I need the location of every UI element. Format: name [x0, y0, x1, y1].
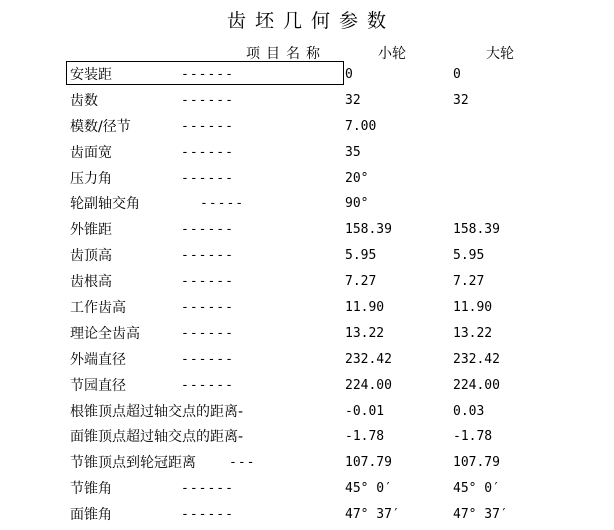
large-gear-value-cell[interactable]: 13.22 [453, 325, 493, 341]
row-dash-cell[interactable]: ------ [181, 507, 234, 523]
row-name-cell[interactable]: 面锥顶点超过轴交点的距离- [70, 429, 244, 446]
small-gear-value-cell[interactable]: -0.01 [345, 403, 385, 419]
table-row [0, 323, 614, 349]
row-name-cell[interactable]: 理论全齿高 [70, 325, 140, 342]
row-name-cell[interactable]: 齿数 [70, 92, 98, 109]
table-row [0, 478, 614, 504]
large-gear-value-cell[interactable]: 32 [453, 92, 469, 108]
small-gear-value-cell[interactable]: 5.95 [345, 248, 377, 264]
table-row [0, 116, 614, 142]
row-dash-cell[interactable]: ------ [181, 325, 234, 341]
table-row [0, 193, 614, 219]
table-row [0, 219, 614, 245]
small-gear-value-cell[interactable]: 11.90 [345, 300, 385, 316]
table-row [0, 168, 614, 194]
large-gear-value-cell[interactable]: 232.42 [453, 351, 500, 367]
small-gear-value-cell[interactable]: 107.79 [345, 455, 392, 471]
row-dash-cell[interactable]: ------ [181, 274, 234, 290]
small-gear-value-cell[interactable]: -1.78 [345, 429, 385, 445]
small-gear-value-cell[interactable]: 158.39 [345, 222, 392, 238]
row-name-cell[interactable]: 节锥角 [70, 481, 112, 498]
table-row [0, 90, 614, 116]
row-dash-cell[interactable]: --- [229, 455, 256, 471]
large-gear-value-cell[interactable]: 11.90 [453, 300, 493, 316]
row-name-cell[interactable]: 外端直径 [70, 351, 126, 368]
row-dash-cell[interactable]: ------ [181, 351, 234, 367]
small-gear-value-cell[interactable]: 232.42 [345, 351, 392, 367]
large-gear-value-cell[interactable]: 0 [453, 67, 461, 82]
table-row [0, 271, 614, 297]
table-row [0, 452, 614, 478]
small-gear-value-cell[interactable]: 45° 0′ [345, 481, 392, 497]
large-gear-value-cell[interactable]: 47° 37′ [453, 507, 508, 523]
large-gear-value-cell[interactable]: -1.78 [453, 429, 493, 445]
table-row [0, 245, 614, 271]
row-name-cell[interactable]: 模数/径节 [70, 118, 131, 135]
row-name-cell[interactable]: 安装距 [70, 67, 112, 83]
small-gear-value-cell[interactable]: 224.00 [345, 377, 392, 393]
table-row [0, 142, 614, 168]
row-dash-cell[interactable]: ------ [181, 300, 234, 316]
row-dash-cell[interactable]: ------ [181, 481, 234, 497]
small-gear-value-cell[interactable]: 7.27 [345, 274, 377, 290]
row-name-cell[interactable]: 齿面宽 [70, 144, 112, 161]
row-name-cell[interactable]: 压力角 [70, 170, 112, 187]
row-name-cell[interactable]: 根锥顶点超过轴交点的距离- [70, 403, 244, 420]
small-gear-value-cell[interactable]: 47° 37′ [345, 507, 400, 523]
row-name-cell[interactable]: 外锥距 [70, 222, 112, 239]
row-dash-cell[interactable]: ----- [200, 196, 245, 212]
small-gear-value-cell[interactable]: 90° [345, 196, 369, 212]
row-name-cell[interactable]: 面锥角 [70, 507, 112, 524]
large-gear-value-cell[interactable]: 158.39 [453, 222, 500, 238]
table-row [0, 401, 614, 427]
large-gear-value-cell[interactable]: 0.03 [453, 403, 485, 419]
table-row [0, 426, 614, 452]
row-dash-cell[interactable]: ------ [181, 170, 234, 186]
row-dash-cell[interactable]: ------ [181, 377, 234, 393]
row-dash-cell[interactable]: ------ [181, 222, 234, 238]
small-gear-value-cell[interactable]: 32 [345, 92, 361, 108]
small-gear-value-cell[interactable]: 13.22 [345, 325, 385, 341]
large-gear-value-cell[interactable]: 7.27 [453, 274, 485, 290]
small-gear-value-cell[interactable]: 35 [345, 144, 361, 160]
table-row [0, 504, 614, 530]
large-gear-value-cell[interactable]: 5.95 [453, 248, 485, 264]
row-name-cell[interactable]: 轮副轴交角 [70, 196, 140, 213]
table-row [0, 375, 614, 401]
row-name-cell[interactable]: 齿顶高 [70, 248, 112, 265]
small-gear-value-cell[interactable]: 0 [345, 67, 353, 82]
table-row [0, 64, 614, 90]
parameter-table [0, 64, 614, 530]
table-row [0, 349, 614, 375]
sheet-title: 齿坯几何参数 [226, 10, 395, 32]
row-name-cell[interactable]: 节锥顶点到轮冠距离 [70, 455, 196, 472]
table-row [0, 297, 614, 323]
large-gear-value-cell[interactable]: 107.79 [453, 455, 500, 471]
row-dash-cell[interactable]: ------ [181, 67, 234, 82]
row-dash-cell[interactable]: ------ [181, 118, 234, 134]
large-gear-value-cell[interactable]: 45° 0′ [453, 481, 500, 497]
row-dash-cell[interactable]: ------ [181, 248, 234, 264]
header-item-name[interactable]: 项目名称 [246, 46, 326, 62]
header-small-gear[interactable]: 小轮 [378, 46, 406, 62]
row-dash-cell[interactable]: ------ [181, 144, 234, 160]
small-gear-value-cell[interactable]: 20° [345, 170, 369, 186]
row-name-cell[interactable]: 齿根高 [70, 274, 112, 291]
small-gear-value-cell[interactable]: 7.00 [345, 118, 377, 134]
row-dash-cell[interactable]: ------ [181, 92, 234, 108]
row-name-cell[interactable]: 节园直径 [70, 377, 126, 394]
header-large-gear[interactable]: 大轮 [486, 46, 514, 62]
row-name-cell[interactable]: 工作齿高 [70, 300, 126, 317]
large-gear-value-cell[interactable]: 224.00 [453, 377, 500, 393]
